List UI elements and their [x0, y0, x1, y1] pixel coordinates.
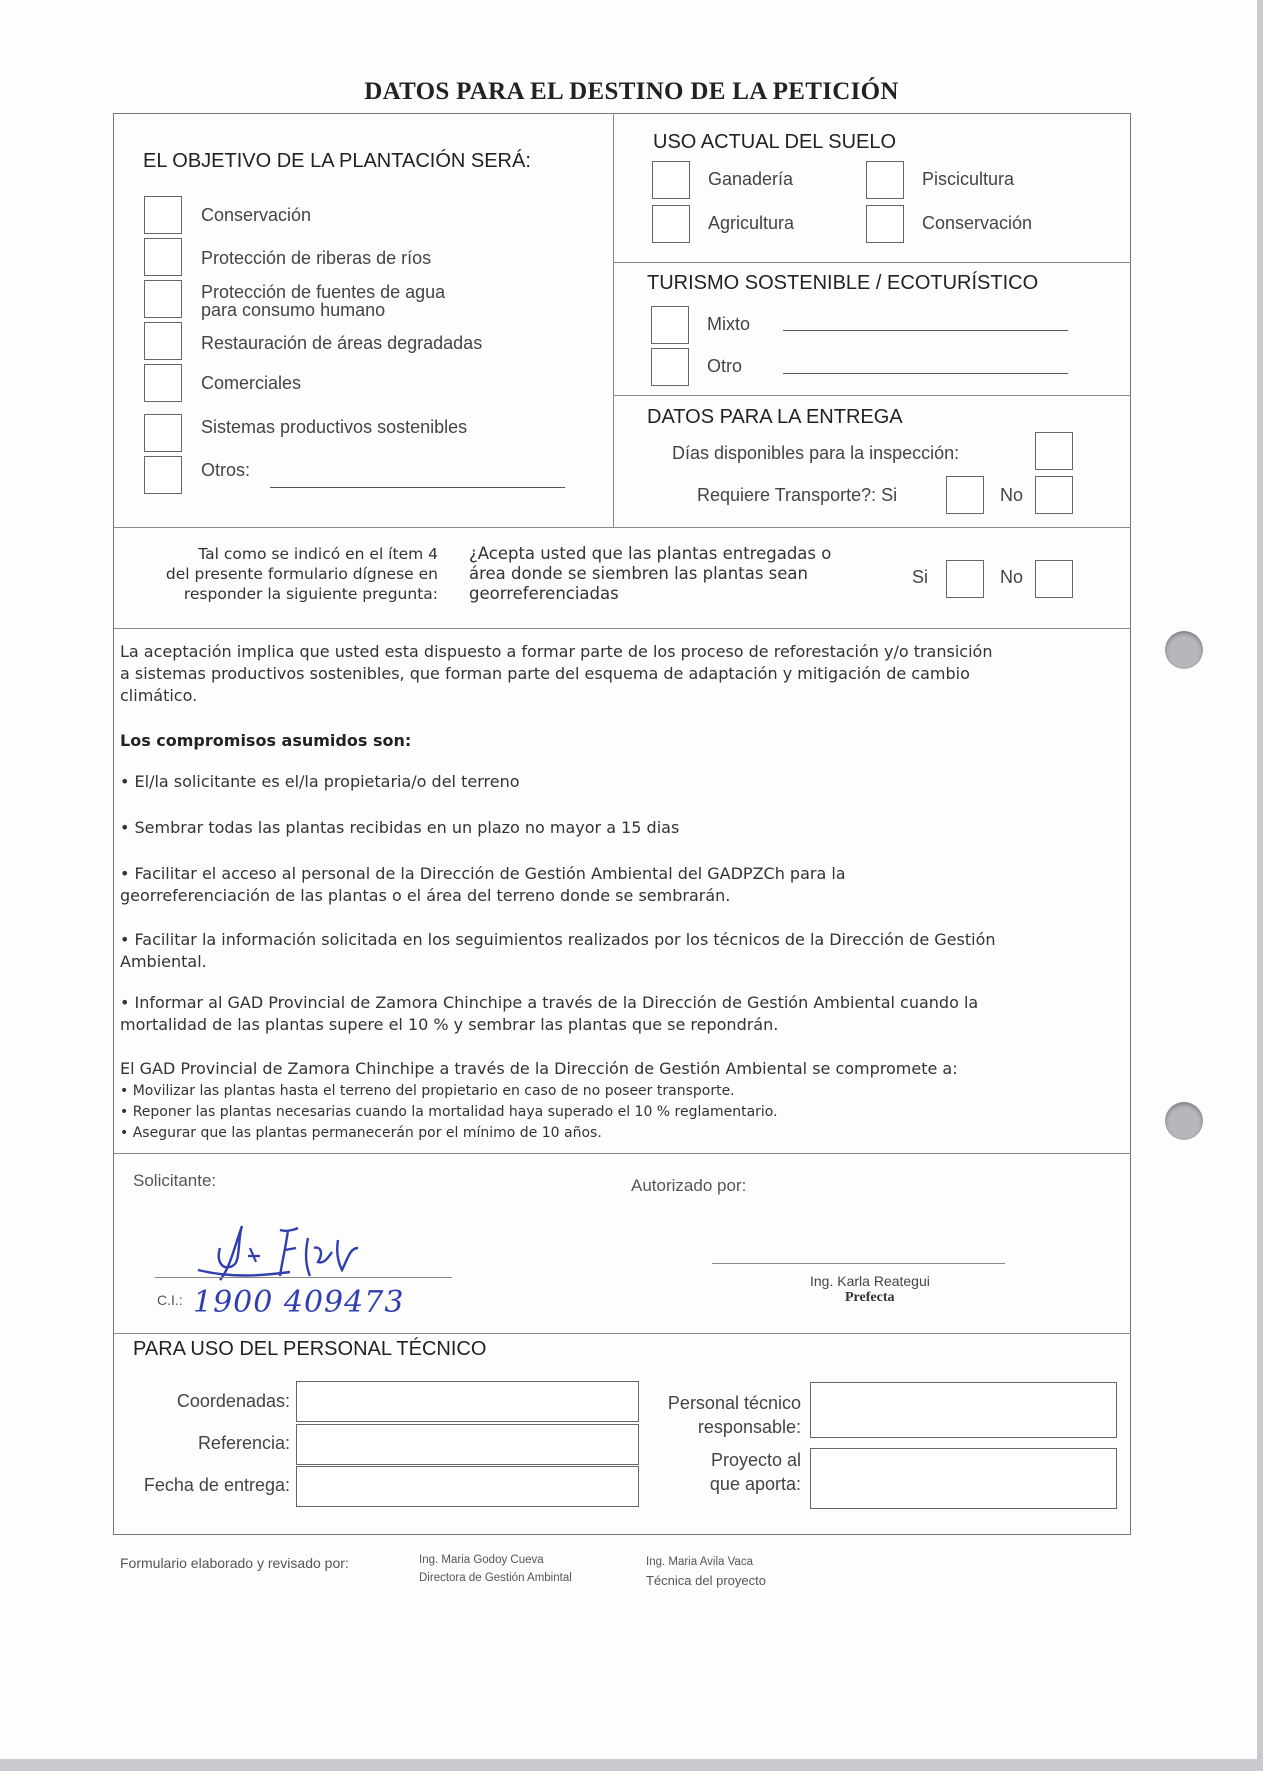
compromiso-line: mortalidad de las plantas supere el 10 % y sembrar las plantas que se repondrán. — [120, 1015, 779, 1034]
turismo-header: TURISMO SOSTENIBLE / ECOTURÍSTICO — [647, 272, 1039, 294]
ci-value[interactable]: 1900 409473 — [193, 1285, 405, 1320]
tecnico-header: PARA USO DEL PERSONAL TÉCNICO — [133, 1338, 487, 1360]
pregunta-si-label: Si — [912, 567, 929, 587]
checkbox-sistemas-productivos[interactable] — [144, 414, 182, 452]
pregunta-texto-line: área donde se siembren las plantas sean — [469, 564, 808, 583]
dias-inspeccion-label: Días disponibles para la inspección: — [672, 443, 960, 463]
checkbox-ganaderia[interactable] — [652, 161, 690, 199]
ci-label: C.I.: — [157, 1292, 183, 1308]
checkbox-conservacion-suelo[interactable] — [866, 205, 904, 243]
divider-tecnico-top — [113, 1333, 1131, 1334]
aceptacion-line: a sistemas productivos sostenibles, que forman parte del esquema de adaptación y mitigación de cambio — [120, 664, 970, 683]
option-fuentes-agua-cont: para consumo humano — [201, 300, 386, 320]
coordenadas-input[interactable] — [296, 1381, 639, 1422]
checkbox-restauracion[interactable] — [144, 322, 182, 360]
personal-tecnico-line: responsable: — [697, 1417, 801, 1437]
aceptacion-line: climático. — [120, 686, 198, 705]
personal-tecnico-line: Personal técnico — [667, 1393, 801, 1413]
solicitante-signature-line[interactable] — [155, 1277, 452, 1278]
checkbox-agricultura[interactable] — [652, 205, 690, 243]
objetivo-header: EL OBJETIVO DE LA PLANTACIÓN SERÁ: — [143, 150, 531, 172]
footer-p1-cargo: Directora de Gestión Ambintal — [419, 1572, 572, 1584]
checkbox-otros[interactable] — [144, 456, 182, 494]
pregunta-texto-line: georreferenciadas — [469, 584, 619, 603]
otros-fill-line[interactable] — [270, 487, 565, 488]
pregunta-no-label: No — [1000, 567, 1024, 587]
compromiso-line: • Facilitar el acceso al personal de la Dirección de Gestión Ambiental del GADPZCh para la — [120, 864, 846, 883]
uso-suelo-header: USO ACTUAL DEL SUELO — [653, 131, 897, 153]
scan-edge-bottom — [0, 1759, 1263, 1771]
compromisos-header: Los compromisos asumidos son: — [120, 731, 412, 750]
punch-hole-bottom — [1165, 1102, 1203, 1140]
coordenadas-label: Coordenadas: — [176, 1391, 290, 1411]
divider-pregunta-top — [113, 527, 1131, 528]
footer-p2-cargo: Técnica del proyecto — [646, 1573, 766, 1588]
checkbox-piscicultura[interactable] — [866, 161, 904, 199]
option-ganaderia: Ganadería — [708, 169, 794, 189]
option-comerciales: Comerciales — [201, 373, 302, 393]
option-otro: Otro — [707, 356, 743, 376]
checkbox-conservacion[interactable] — [144, 196, 182, 234]
referencia-input[interactable] — [296, 1424, 639, 1465]
proyecto-label — [640, 1448, 801, 1496]
divider-firmas-top — [113, 1153, 1131, 1154]
option-sistemas-productivos: Sistemas productivos sostenibles — [201, 417, 468, 437]
checkbox-transporte-si[interactable] — [946, 476, 984, 514]
checkbox-transporte-no[interactable] — [1035, 476, 1073, 514]
checkbox-riberas[interactable] — [144, 238, 182, 276]
footer-label: Formulario elaborado y revisado por: — [120, 1555, 349, 1571]
punch-hole-top — [1165, 631, 1203, 669]
solicitante-label: Solicitante: — [133, 1171, 217, 1190]
gad-compromiso-header: El GAD Provincial de Zamora Chinchipe a través de la Dirección de Gestión Ambiental se compromete a: — [120, 1059, 958, 1078]
checkbox-mixto[interactable] — [651, 306, 689, 344]
aceptacion-paragraph — [120, 641, 1120, 707]
compromiso-item: • El/la solicitante es el/la propietaria/o del terreno — [120, 772, 520, 791]
option-mixto: Mixto — [707, 314, 751, 334]
aceptacion-line: La aceptación implica que usted esta dispuesto a formar parte de los proceso de reforestación y/o transición — [120, 642, 993, 661]
gad-compromiso-item: • Movilizar las plantas hasta el terreno del propietario en caso de no poseer transporte. — [120, 1083, 735, 1099]
pregunta-intro-line: responder la siguiente pregunta: — [183, 585, 438, 603]
option-conservacion: Conservación — [201, 205, 312, 225]
fecha-entrega-label: Fecha de entrega: — [143, 1475, 290, 1495]
mixto-fill-line[interactable] — [783, 330, 1068, 331]
divider-pregunta-bottom — [113, 628, 1131, 629]
footer-p1-nombre: Ing. Maria Godoy Cueva — [419, 1554, 544, 1566]
autorizado-label: Autorizado por: — [631, 1176, 747, 1195]
pregunta-texto — [469, 544, 831, 604]
option-riberas: Protección de riberas de ríos — [201, 248, 432, 268]
compromiso-line: georreferenciación de las plantas o el área del terreno donde se sembrarán. — [120, 886, 731, 905]
divider-turismo-entrega — [613, 395, 1131, 396]
personal-tecnico-input[interactable] — [810, 1382, 1117, 1438]
dias-inspeccion-box[interactable] — [1035, 432, 1073, 470]
option-otros: Otros: — [201, 460, 251, 480]
checkbox-acepta-no[interactable] — [1035, 560, 1073, 598]
proyecto-input[interactable] — [810, 1448, 1117, 1509]
compromiso-item — [120, 929, 1120, 973]
otro-fill-line[interactable] — [783, 373, 1068, 374]
pregunta-intro-line: Tal como se indicó en el ítem 4 — [198, 545, 438, 563]
proyecto-line: Proyecto al — [710, 1450, 801, 1470]
compromiso-line: • Informar al GAD Provincial de Zamora Chinchipe a través de la Dirección de Gestión Ambiental cuando la — [120, 993, 979, 1012]
page-title: DATOS PARA EL DESTINO DE LA PETICIÓN — [364, 78, 899, 105]
checkbox-acepta-si[interactable] — [946, 560, 984, 598]
referencia-label: Referencia: — [197, 1433, 290, 1453]
checkbox-fuentes-agua[interactable] — [144, 280, 182, 318]
option-restauracion: Restauración de áreas degradadas — [201, 333, 483, 353]
proyecto-line: que aporta: — [709, 1474, 801, 1494]
option-conservacion-suelo: Conservación — [922, 213, 1033, 233]
entrega-header: DATOS PARA LA ENTREGA — [647, 406, 903, 428]
scan-edge-right — [1257, 0, 1263, 1771]
pregunta-texto-line: ¿Acepta usted que las plantas entregadas o — [469, 544, 832, 563]
compromiso-line: Ambiental. — [120, 952, 207, 971]
autorizado-signature-line[interactable] — [712, 1263, 1005, 1264]
checkbox-comerciales[interactable] — [144, 364, 182, 402]
compromiso-item — [120, 863, 1120, 907]
checkbox-otro[interactable] — [651, 348, 689, 386]
personal-tecnico-label — [640, 1391, 801, 1439]
pregunta-intro-line: del presente formulario dígnese en — [165, 565, 438, 583]
compromiso-line: • Facilitar la información solicitada en los seguimientos realizados por los técnicos de la Dirección de Gestión — [120, 930, 996, 949]
gad-compromiso-item: • Asegurar que las plantas permanecerán por el mínimo de 10 años. — [120, 1125, 602, 1141]
top-column-divider — [613, 113, 614, 528]
pregunta-intro — [116, 544, 438, 604]
autoridad-nombre: Ing. Karla Reategui — [810, 1273, 930, 1289]
option-fuentes-agua: Protección de fuentes de agua — [201, 282, 446, 302]
transporte-label: Requiere Transporte?: Si — [697, 485, 898, 505]
gad-compromiso-item: • Reponer las plantas necesarias cuando la mortalidad haya superado el 10 % reglamentario. — [120, 1104, 778, 1120]
fecha-entrega-input[interactable] — [296, 1466, 639, 1507]
option-piscicultura: Piscicultura — [922, 169, 1015, 189]
divider-suelo-turismo — [613, 262, 1131, 263]
footer-p2-nombre: Ing. Maria Avila Vaca — [646, 1556, 753, 1568]
autoridad-cargo: Prefecta — [845, 1290, 895, 1305]
option-agricultura: Agricultura — [708, 213, 795, 233]
compromiso-item — [120, 992, 1120, 1036]
compromiso-item: • Sembrar todas las plantas recibidas en un plazo no mayor a 15 dias — [120, 818, 680, 837]
transporte-no-label: No — [1000, 485, 1024, 505]
